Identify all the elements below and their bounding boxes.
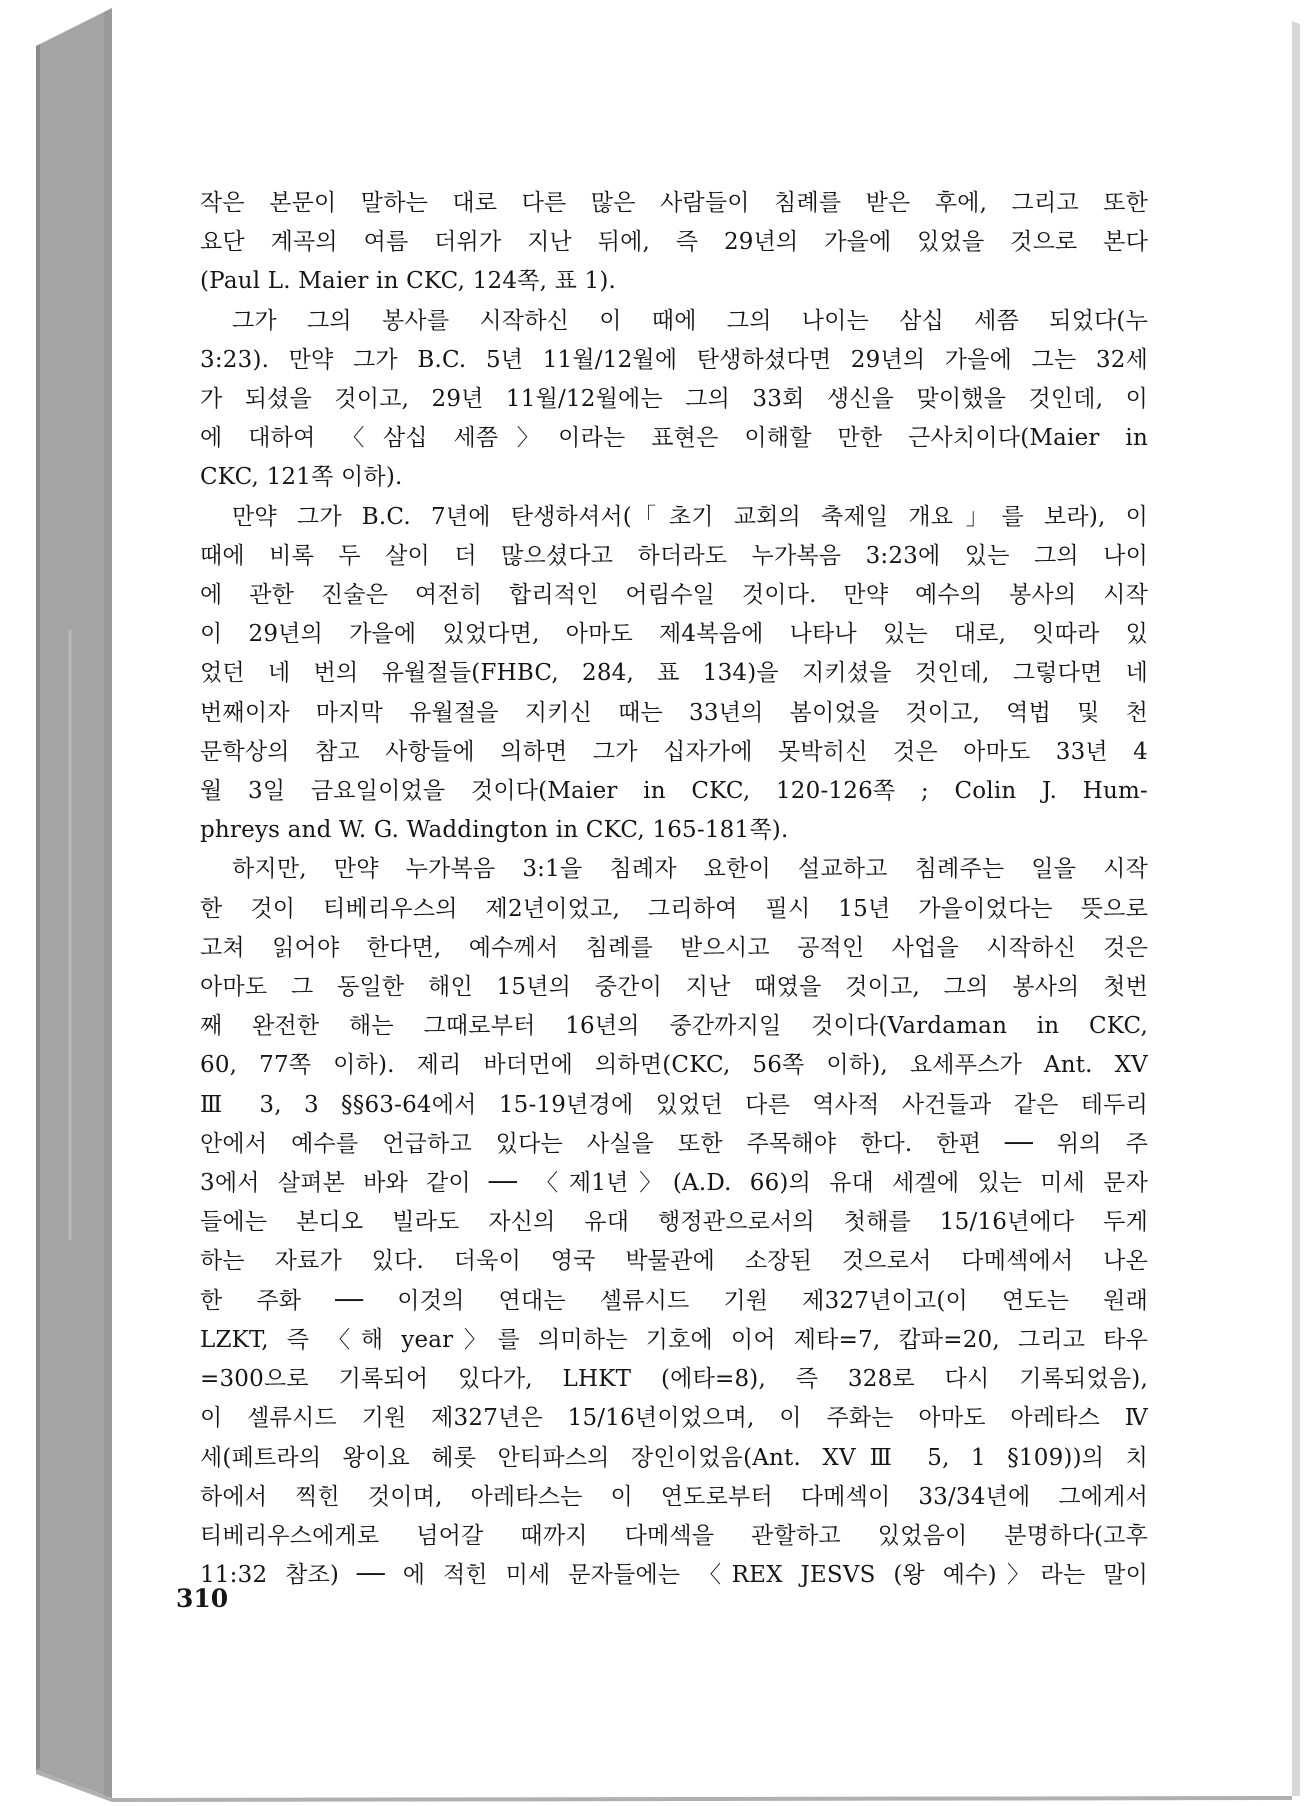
text-line: 에 대하여 〈삼십 세쯤〉이라는 표현은 이해할 만한 근사치이다(Maier in bbox=[200, 425, 1148, 452]
text-line: 번째이자 마지막 유월절을 지키신 때는 33년의 봄이었을 것이고, 역법 및 천 bbox=[200, 699, 1148, 726]
text-line: Ⅲ 3, 3 §§63-64에서 15-19년경에 있었던 다른 역사적 사건들과 같은 테두리 bbox=[200, 1091, 1148, 1118]
text-line: 하는 자료가 있다. 더욱이 영국 박물관에 소장된 것으로서 다메섹에서 나온 bbox=[200, 1248, 1148, 1275]
text-line: 아마도 그 동일한 해인 15년의 중간이 지난 때였을 것이고, 그의 봉사의 첫번 bbox=[200, 974, 1148, 1001]
text-line: 이 셀류시드 기원 제327년은 15/16년이었으며, 이 주화는 아마도 아레타스 Ⅳ bbox=[200, 1405, 1148, 1432]
text-line: 요단 계곡의 여름 더위가 지난 뒤에, 즉 29년의 가을에 있었을 것으로 본다 bbox=[200, 229, 1148, 256]
text-line: 었던 네 번의 유월절들(FHBC, 284, 표 134)을 지키셨을 것인데, 그렇다면 네 bbox=[200, 660, 1148, 687]
text-line: 가 되셨을 것이고, 29년 11월/12월에는 그의 33회 생신을 맞이했을 것인데, 이 bbox=[200, 386, 1148, 413]
text-line: phreys and W. G. Waddington in CKC, 165-181쪽). bbox=[200, 817, 789, 844]
text-line: 안에서 예수를 언급하고 있다는 사실을 또한 주목해야 한다. 한편 ── 위의 주 bbox=[200, 1130, 1148, 1157]
text-line: 60, 77쪽 이하). 제리 바더먼에 의하면(CKC, 56쪽 이하), 요세푸스가 Ant. XV bbox=[200, 1052, 1148, 1079]
text-line: 때에 비록 두 살이 더 많으셨다고 하더라도 누가복음 3:23에 있는 그의 나이 bbox=[200, 542, 1148, 569]
text-line: 작은 본문이 말하는 대로 다른 많은 사람들이 침례를 받은 후에, 그리고 또한 bbox=[200, 190, 1148, 216]
text-line: 문학상의 참고 사항들에 의하면 그가 십자가에 못박히신 것은 아마도 33년 4 bbox=[200, 738, 1148, 765]
text-line: 월 3일 금요일이었을 것이다(Maier in CKC, 120-126쪽 ; Colin J. Hum- bbox=[200, 778, 1148, 805]
text-line: 에 관한 진술은 여전히 합리적인 어림수일 것이다. 만약 예수의 봉사의 시작 bbox=[200, 582, 1148, 609]
text-line: (Paul L. Maier in CKC, 124쪽, 표 1). bbox=[200, 268, 617, 295]
text-line: 11:32 참조) ── 에 적힌 미세 문자들에는 〈REX JESVS (왕 예수)〉라는 말이 bbox=[200, 1562, 1148, 1589]
text-line: 세(페트라의 왕이요 헤롯 안티파스의 장인이었음(Ant. XVⅢ 5, 1 §109))의 치 bbox=[200, 1444, 1148, 1471]
text-line: 째 완전한 해는 그때로부터 16년의 중간까지일 것이다(Vardaman in CKC, bbox=[200, 1013, 1148, 1040]
text-line: CKC, 121쪽 이하). bbox=[200, 464, 403, 491]
text-line: 하지만, 만약 누가복음 3:1을 침례자 요한이 설교하고 침례주는 일을 시작 bbox=[232, 856, 1148, 883]
text-line: 만약 그가 B.C. 7년에 탄생하셔서(「초기 교회의 축제일 개요」를 보라), 이 bbox=[232, 503, 1148, 530]
text-line: 티베리우스에게로 넘어갈 때까지 다메섹을 관할하고 있었음이 분명하다(고후 bbox=[200, 1522, 1148, 1549]
text-line: LZKT, 즉 〈해 year〉를 의미하는 기호에 이어 제타=7, 캅파=20, 그리고 타우 bbox=[200, 1326, 1148, 1353]
body-text bbox=[200, 184, 1148, 1595]
text-line: 한 것이 티베리우스의 제2년이었고, 그리하여 필시 15년 가을이었다는 뜻으로 bbox=[200, 895, 1148, 922]
text-line: 들에는 본디오 빌라도 자신의 유대 행정관으로서의 첫해를 15/16년에다 두게 bbox=[200, 1209, 1148, 1236]
text-line: 3에서 살펴본 바와 같이 ── 〈제1년〉(A.D. 66)의 유대 세겔에 있는 미세 문자 bbox=[200, 1170, 1148, 1197]
text-line: 한 주화 ── 이것의 연대는 셀류시드 기원 제327년이고(이 연도는 원래 bbox=[200, 1287, 1148, 1314]
text-line: 이 29년의 가을에 있었다면, 아마도 제4복음에 나타나 있는 대로, 잇따라 있 bbox=[200, 621, 1148, 648]
page-number: 310 bbox=[176, 1584, 229, 1613]
text-line: 하에서 찍힌 것이며, 아레타스는 이 연도로부터 다메섹이 33/34년에 그에게서 bbox=[200, 1483, 1148, 1510]
text-line: 3:23). 만약 그가 B.C. 5년 11월/12월에 탄생하셨다면 29년의 가을에 그는 32세 bbox=[200, 346, 1148, 373]
text-line: 그가 그의 봉사를 시작하신 이 때에 그의 나이는 삼십 세쯤 되었다(누 bbox=[232, 307, 1148, 334]
text-line: 고쳐 읽어야 한다면, 예수께서 침례를 받으시고 공적인 사업을 시작하신 것은 bbox=[200, 934, 1148, 961]
text-line: =300으로 기록되어 있다가, LHKT (에타=8), 즉 328로 다시 기록되었음), bbox=[200, 1366, 1148, 1393]
